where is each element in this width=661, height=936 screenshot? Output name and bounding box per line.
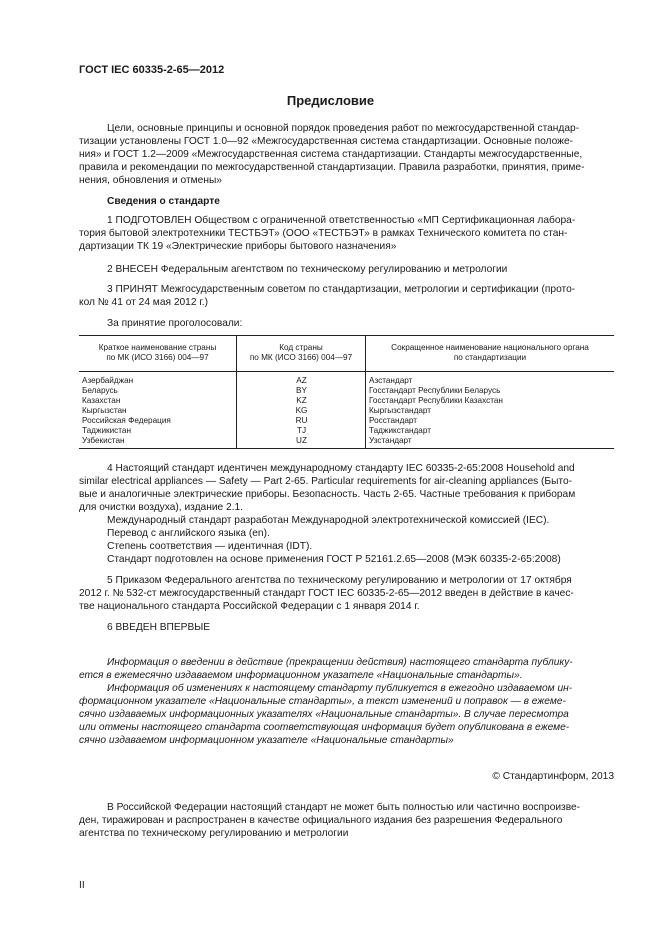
item-4-details: Международный стандарт разработан Международной электротехнической комиссией (IEC). Перевод с английского языка (en). Степень соответствия — идентичная (IDT). Стандарт подготовлен на основе применения ГОСТ Р 52161.2.65—2008 (МЭК 60335-2-65:2008) — [107, 515, 561, 565]
item-6-paragraph: 6 ВВЕДЕН ВПЕРВЫЕ — [107, 622, 211, 633]
info-notice-1: Информация о введении в действие (прекращении действия) настоящего стандарта публику- ется в ежемесячно издаваемом информационном указателе «Национальные стандарты». — [79, 657, 573, 681]
table-row: Российская Федерация RU Росстандарт — [79, 416, 614, 426]
copyright-notice: © Стандартинформ, 2013 — [492, 771, 614, 782]
table-row: Таджикистан TJ Таджикстандарт — [79, 426, 614, 436]
item-2-paragraph: 2 ВНЕСЕН Федеральным агентством по техническому регулированию и метрологии — [107, 264, 508, 275]
table-row: Узбекистан UZ Узстандарт — [79, 436, 614, 449]
column-header-code: Код страны по МК (ИСО 3166) 004—97 — [237, 336, 366, 372]
table-row: Кыргызстан KG Кыргызстандарт — [79, 406, 614, 416]
column-header-body: Сокращенное наименование национального органа по стандартизации — [366, 336, 615, 372]
document-header: ГОСТ IEC 60335-2-65—2012 — [79, 64, 225, 76]
table-header-row — [79, 336, 614, 372]
rights-paragraph: В Российской Федерации настоящий стандарт не может быть полностью или частично воспроизве- ден, тиражирован и распространен в качестве официального издания без разрешения Федерального агентства по техническому регулированию и метрологии — [79, 802, 581, 839]
vote-intro: За принятие проголосовали: — [107, 318, 243, 329]
table-row: Казахстан KZ Госстандарт Республики Казахстан — [79, 396, 614, 406]
column-header-country: Краткое наименование страны по МК (ИСО 3166) 004—97 — [79, 336, 237, 372]
table-row: Беларусь BY Госстандарт Республики Беларусь — [79, 386, 614, 396]
item-3-paragraph: 3 ПРИНЯТ Межгосударственным советом по стандартизации, метрологии и сертификации (прото- кол № 41 от 24 мая 2012 г.) — [79, 284, 576, 308]
intro-paragraph: Цели, основные принципы и основной порядок проведения работ по межгосударственной стандар- тизации установлены ГОСТ 1.0—92 «Межгосударственная система стандартизации. Основные положе- ния» и ГОСТ 1.2—2009 «Межгосударственная система стандартизации. Стандарты межгосударственные, правила и рекомендации по межгосударственной стандартизации. Правила разработки, принятия, приме- нения, обновления и отмены» — [79, 123, 585, 186]
info-notice-2: Информация об изменениях к настоящему стандарту публикуется в ежегодно издаваемом ин- формационном указателе «Национальные стандарты», а текст изменений и поправок — в ежеме- сячно издаваемых информационных указателях «Национальные стандарты». В случае пересмотра или отмены настоящего стандарта соответствующая информация будет опубликована в ежеме- сячно издаваемом информационном указателе «Национальные стандарты» — [79, 683, 573, 746]
voting-table — [79, 335, 614, 449]
item-5-paragraph: 5 Приказом Федерального агентства по техническому регулированию и метрологии от 17 октября 2012 г. № 532-ст межгосударственный стандарт ГОСТ IEC 60335-2-65—2012 введен в действие в качес- тве национального стандарта Российской Федерации с 1 января 2014 г. — [79, 575, 574, 612]
item-1-paragraph: 1 ПОДГОТОВЛЕН Обществом с ограниченной ответственностью «МП Сертификационная лабора- тория бытовой электротехники ТЕСТБЭТ» (ООО «ТЕСТБЭТ» в рамках Технического комитета по стан- дартизации ТК 19 «Электрические приборы бытового назначения» — [79, 215, 576, 252]
item-4-paragraph: 4 Настоящий стандарт идентичен международному стандарту IEC 60335-2-65:2008 Household and similar electrical appliances — Safety — Part 2-65. Particular requirements for air-cleaning appliances (Быто- вые и аналогичные электрические приборы. Безопасность. Часть 2-65. Частные требования к приборам для очистки воздуха), издание 2.1. — [79, 463, 576, 513]
table-row: Азербайджан AZ Азстандарт — [79, 372, 614, 387]
section-heading: Сведения о стандарте — [107, 196, 220, 207]
page-number: II — [79, 880, 85, 891]
page-title: Предисловие — [286, 93, 375, 108]
